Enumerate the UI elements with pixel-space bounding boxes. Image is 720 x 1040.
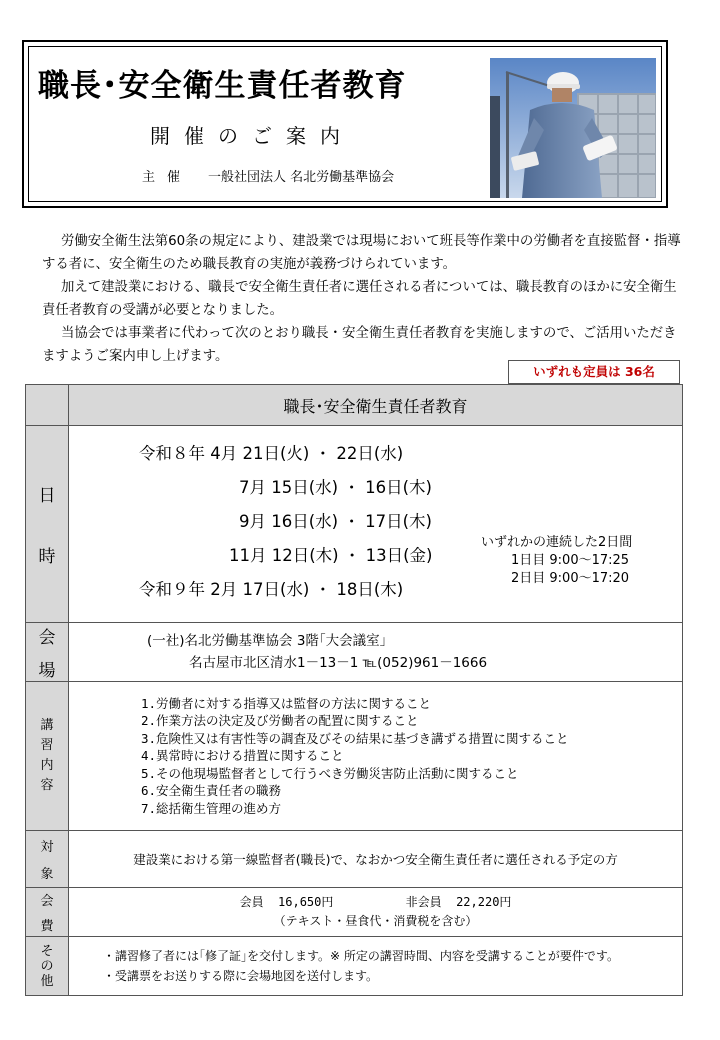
- fee-note: （テキスト・昼食代・消費税を含む）: [273, 914, 478, 928]
- venue-address: 名古屋市北区清水1－13－1 ℡(052)961－1666: [189, 655, 488, 671]
- venue-label-top: 会: [38, 628, 56, 648]
- fee-row: [26, 888, 683, 937]
- schedule-note: [481, 534, 632, 588]
- content-item-3: 3.危険性又は有害性等の調査及びその結果に基づき講ずる措置に関すること: [141, 730, 569, 746]
- other-item-1: ・講習修了者には｢修了証｣を交付します。※ 所定の講習時間、内容を受講することが要件です。: [103, 949, 619, 963]
- other-label: [26, 937, 69, 996]
- target-text: 建設業における第一線監督者(職長)で、なおかつ安全衛生責任者に選任される予定の方: [69, 831, 683, 888]
- fee-cell: [69, 888, 683, 937]
- date-line-1: 令和８年 4月 21日(火) ・ 22日(水): [139, 444, 404, 463]
- target-row: [26, 831, 683, 888]
- page-title: 職長･安全衛生責任者教育: [38, 68, 407, 104]
- content-item-7: 7.総括衛生管理の進め方: [141, 800, 282, 816]
- schedule-note-2: 1日目 9:00～17:25: [511, 553, 630, 568]
- table-header-row: [26, 385, 683, 426]
- capacity-badge: [508, 360, 680, 384]
- venue-label-bottom: 場: [38, 661, 56, 681]
- date-line-5: 令和９年 2月 17日(水) ・ 18日(木): [139, 580, 404, 599]
- content-item-4: 4.異常時における措置に関すること: [141, 748, 344, 764]
- intro-text: [42, 230, 682, 368]
- content-item-2: 2.作業方法の決定及び労働者の配置に関すること: [141, 713, 419, 729]
- content-label: [26, 682, 69, 831]
- organizer: [142, 166, 394, 185]
- content-label-text: 講習内容: [40, 718, 54, 793]
- date-line-3: 9月 16日(水) ・ 17日(木): [239, 512, 432, 531]
- header-corner-cell: [26, 385, 69, 426]
- venue-cell: [69, 623, 683, 682]
- capacity-value: 36名: [624, 364, 655, 379]
- content-item-5: 5.その他現場監督者として行うべき労働災害防止活動に関すること: [141, 765, 519, 781]
- dates-label: [26, 426, 69, 623]
- course-table: [25, 384, 683, 996]
- intro-paragraph-3: 当協会では事業者に代わって次のとおり職長・安全衛生責任者教育を実施しますので、ご活用いただきますようご案内申し上げます。: [42, 326, 677, 364]
- course-title: 職長･安全衛生責任者教育: [69, 385, 683, 426]
- fee-label-bottom: 費: [40, 919, 54, 934]
- content-cell: [69, 682, 683, 831]
- fee-label: [26, 888, 69, 937]
- venue-name: (一社)名北労働基準協会 3階｢大会議室｣: [147, 633, 387, 649]
- venue-row: [26, 623, 683, 682]
- other-label-text: その他: [40, 943, 54, 989]
- target-label: [26, 831, 69, 888]
- dates-row: [26, 426, 683, 623]
- dates-label-bottom: 時: [38, 547, 56, 567]
- target-label-bottom: 象: [40, 867, 54, 882]
- construction-worker-photo: [490, 58, 656, 198]
- date-line-4: 11月 12日(木) ・ 13日(金): [229, 546, 433, 565]
- dates-cell: [69, 426, 683, 623]
- schedule-note-1: いずれかの連続した2日間: [481, 535, 633, 550]
- organizer-label: 主催: [142, 170, 193, 185]
- organizer-name: 一般社団法人 名北労働基準協会: [208, 170, 395, 185]
- header-box: [22, 40, 668, 208]
- content-item-6: 6.安全衛生責任者の職務: [141, 783, 282, 799]
- date-line-2: 7月 15日(水) ・ 16日(木): [239, 478, 432, 497]
- target-label-top: 対: [40, 840, 54, 855]
- fee-amounts: 会員 16,650円 非会員 22,220円: [239, 895, 512, 909]
- venue-label: [26, 623, 69, 682]
- other-row: [26, 937, 683, 996]
- schedule-note-3: 2日目 9:00～17:20: [511, 571, 630, 586]
- capacity-prefix: いずれも定員は: [533, 364, 625, 379]
- content-item-1: 1.労働者に対する指導又は監督の方法に関すること: [141, 696, 432, 712]
- intro-paragraph-1: 労働安全衛生法第60条の規定により、建設業では現場において班長等作業中の労働者を直接監督・指導する者に、安全衛生のため職長教育の実施が義務づけられています。: [42, 234, 681, 272]
- other-cell: [69, 937, 683, 996]
- intro-paragraph-2: 加えて建設業における、職長で安全衛生責任者に選任される者については、職長教育のほかに安全衛生責任者教育の受講が必要となりました。: [42, 280, 677, 318]
- content-row: [26, 682, 683, 831]
- other-item-2: ・受講票をお送りする際に会場地図を送付します。: [103, 969, 379, 983]
- dates-label-top: 日: [38, 486, 56, 506]
- page-subtitle: 開催のご案内: [150, 124, 354, 148]
- fee-label-top: 会: [40, 894, 54, 909]
